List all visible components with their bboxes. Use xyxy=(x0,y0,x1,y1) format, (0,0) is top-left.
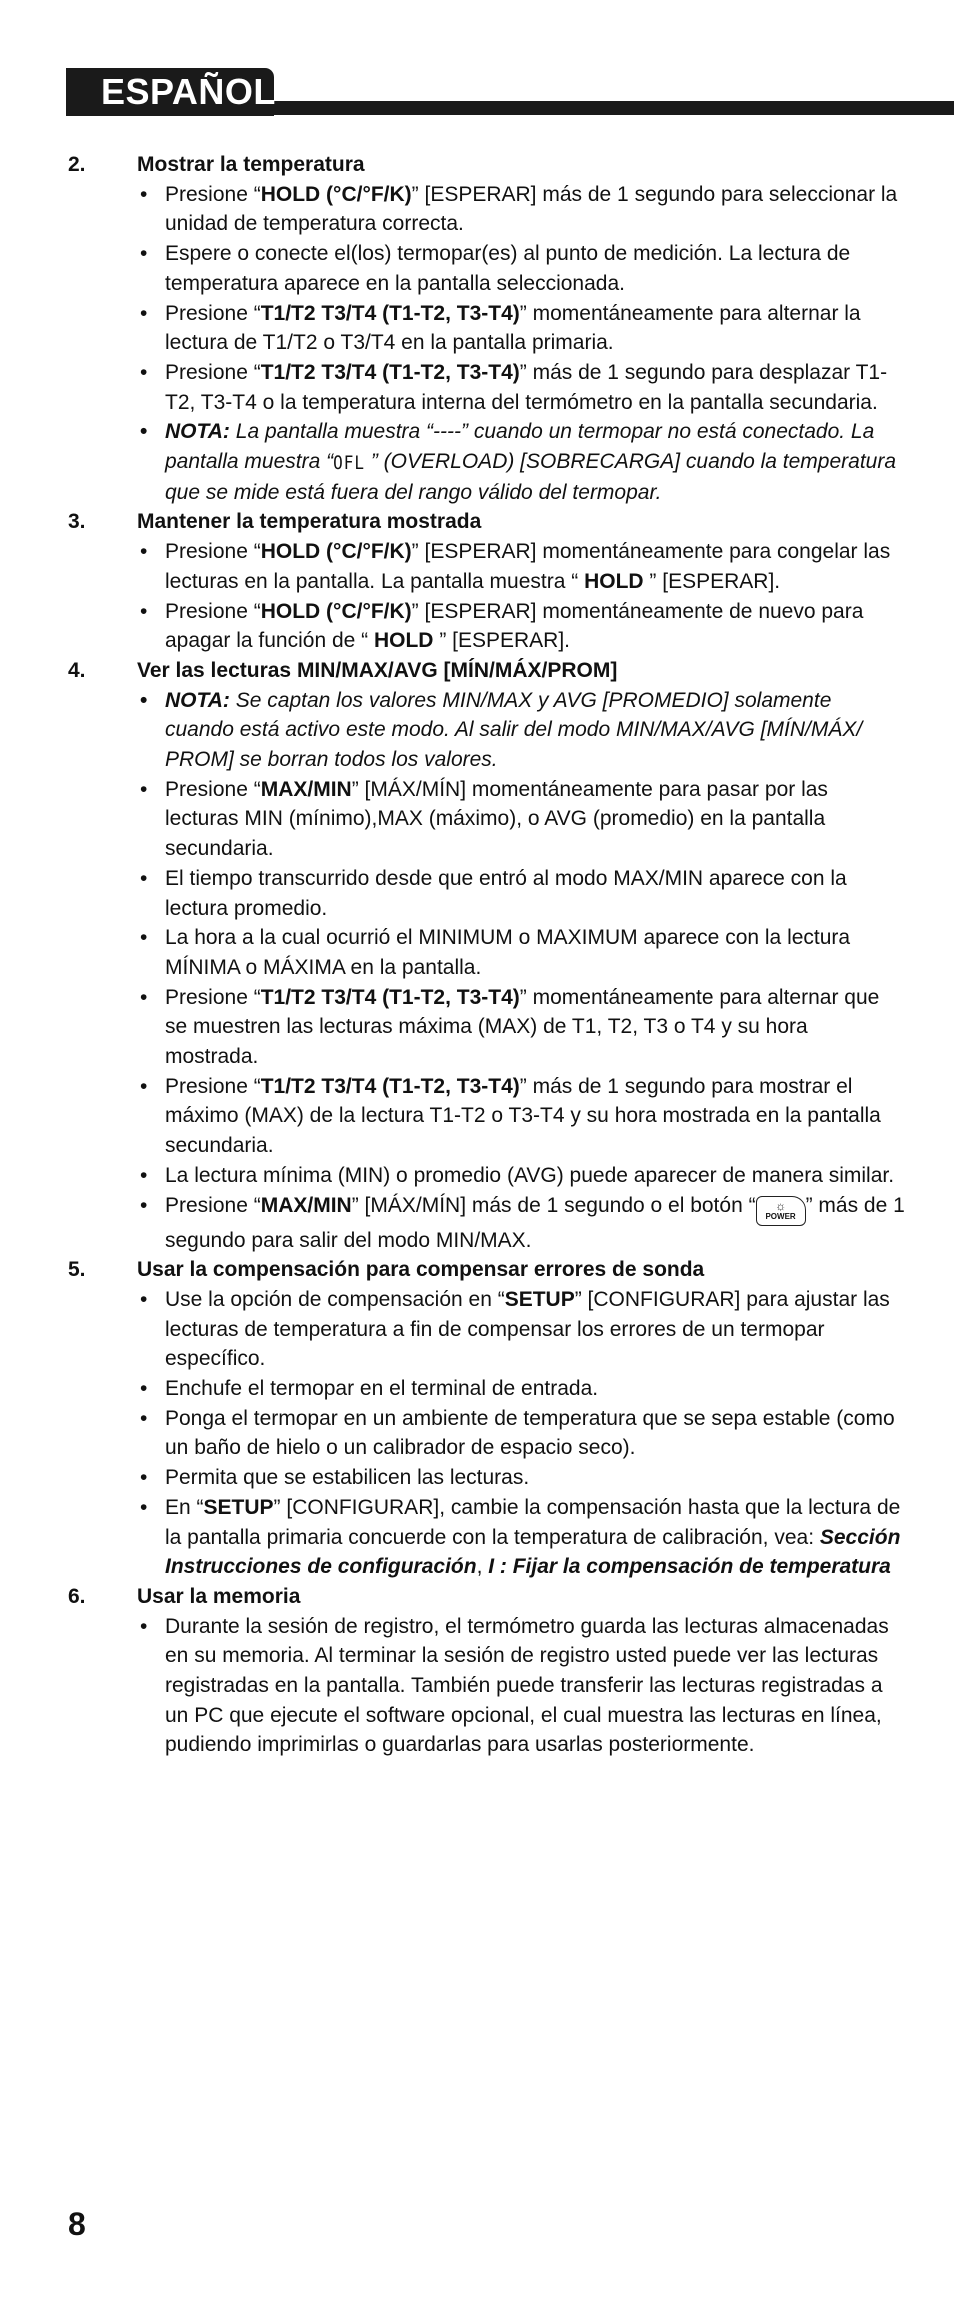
list-item: • Use la opción de compensación en “SETUP” [CONFIGURAR] para ajustar las lecturas de temperatura a fin de compensar los errores de un termopar específico. xyxy=(0,1285,954,1374)
section-title: Mantener la temperatura mostrada xyxy=(137,510,482,534)
list-item: • Espere o conecte el(los) termopar(es) al punto de medición. La lectura de temperatura aparece en la pantalla seleccionada. xyxy=(0,239,954,298)
list-item: • En “SETUP” [CONFIGURAR], cambie la compensación hasta que la lectura de la pantalla primaria concuerde con la temperatura de calibración, vea: Sección Instrucciones de configuración, I : Fijar la compensación de temperatura xyxy=(0,1493,954,1582)
section-title: Usar la memoria xyxy=(137,1584,301,1608)
list-item: • Presione “HOLD (°C/°F/K)” [ESPERAR] más de 1 segundo para seleccionar la unidad de temperatura correcta. xyxy=(0,180,954,239)
page-number: 8 xyxy=(68,2206,86,2242)
section-heading xyxy=(0,1582,954,1612)
list-item: • Presione “MAX/MIN” [MÁX/MÍN] más de 1 segundo o el botón “ ☼ POWER ” más de 1 segundo para salir del modo MIN/MAX. xyxy=(0,1191,954,1256)
bullet-list xyxy=(0,537,954,656)
section-title: Usar la compensación para compensar errores de sonda xyxy=(137,1258,705,1282)
list-item: • Presione “MAX/MIN” [MÁX/MÍN] momentáneamente para pasar por las lecturas MIN (mínimo),MAX (máximo), o AVG (promedio) en la pantalla secundaria. xyxy=(0,775,954,864)
list-item: • Presione “HOLD (°C/°F/K)” [ESPERAR] momentáneamente de nuevo para apagar la función de “ HOLD ” [ESPERAR]. xyxy=(0,597,954,656)
section-title: Mostrar la temperatura xyxy=(137,153,365,176)
list-item: • Durante la sesión de registro, el termómetro guarda las lecturas almacenadas en su memoria. Al terminar la sesión de registro usted puede ver las lecturas registradas en la pantalla. También puede transferir las lecturas registradas a un PC que ejecute el software opcional, el cual muestra las lecturas en línea, pudiendo imprimirlas o guardarlas para usarlas posteriormente. xyxy=(0,1612,954,1761)
note-item: • NOTA: La pantalla muestra “----” cuando un termopar no está conectado. La pantalla muestra “OFL ” (OVERLOAD) [SOBRECARGA] cuando la temperatura que se mide está fuera del rango válido del termopar. xyxy=(0,417,954,507)
list-item: • Presione “T1/T2 T3/T4 (T1-T2, T3-T4)” más de 1 segundo para mostrar el máximo (MAX) de la lectura T1-T2 o T3-T4 y su hora mostrada en la pantalla secundaria. xyxy=(0,1072,954,1161)
instructions-body xyxy=(0,150,954,1760)
section-number: 5. xyxy=(68,1258,86,1282)
section-heading xyxy=(0,656,954,686)
bullet-list xyxy=(0,1285,954,1582)
section-heading xyxy=(0,507,954,537)
list-item: • Presione “T1/T2 T3/T4 (T1-T2, T3-T4)” momentáneamente para alternar la lectura de T1/T2 o T3/T4 en la pantalla primaria. xyxy=(0,299,954,358)
section-title: Ver las lecturas MIN/MAX/AVG [MÍN/MÁX/PROM] xyxy=(137,658,618,682)
list-item: • Presione “T1/T2 T3/T4 (T1-T2, T3-T4)” más de 1 segundo para desplazar T1-T2, T3-T4 o la temperatura interna del termómetro en la pantalla secundaria. xyxy=(0,358,954,417)
section-number: 2. xyxy=(68,153,86,176)
list-item: • El tiempo transcurrido desde que entró al modo MAX/MIN aparece con la lectura promedio. xyxy=(0,864,954,923)
note-item: • NOTA: Se captan los valores MIN/MAX y AVG [PROMEDIO] solamente cuando está activo este modo. Al salir del modo MIN/MAX/AVG [MÍN/MÁX/ PROM] se borran todos los valores. xyxy=(0,686,954,775)
bullet-list xyxy=(0,686,954,1256)
bullet-list xyxy=(0,1612,954,1761)
list-item: • Permita que se estabilicen las lecturas. xyxy=(0,1463,954,1493)
list-item: • La lectura mínima (MIN) o promedio (AVG) puede aparecer de manera similar. xyxy=(0,1161,954,1191)
list-item: • Presione “HOLD (°C/°F/K)” [ESPERAR] momentáneamente para congelar las lecturas en la pantalla. La pantalla muestra “ HOLD ” [ESPERAR]. xyxy=(0,537,954,596)
section-min-max-avg xyxy=(0,656,954,1255)
cross-reference: Sección Instrucciones de configuración xyxy=(165,1525,901,1579)
section-number: 4. xyxy=(68,658,86,682)
list-item: • Enchufe el termopar en el terminal de entrada. xyxy=(0,1374,954,1404)
section-heading xyxy=(0,150,954,180)
lcd-ofl-glyph: OFL xyxy=(333,451,365,474)
section-heading xyxy=(0,1255,954,1285)
list-item: • Ponga el termopar en un ambiente de temperatura que se sepa estable (como un baño de hielo o un calibrador de espacio seco). xyxy=(0,1404,954,1463)
section-memory xyxy=(0,1582,954,1760)
list-item: • La hora a la cual ocurrió el MINIMUM o MAXIMUM aparece con la lectura MÍNIMA o MÁXIMA en la pantalla. xyxy=(0,923,954,982)
section-number: 3. xyxy=(68,510,86,534)
section-hold-temperature xyxy=(0,507,954,656)
power-button-icon: ☼ POWER xyxy=(756,1196,806,1226)
section-number: 6. xyxy=(68,1584,86,1608)
section-probe-offset xyxy=(0,1255,954,1582)
list-item: • Presione “T1/T2 T3/T4 (T1-T2, T3-T4)” momentáneamente para alternar que se muestren las lecturas máxima (MAX) de T1, T2, T3 o T4 y su hora mostrada. xyxy=(0,983,954,1072)
language-header: ESPAÑOL xyxy=(66,68,274,116)
bullet-list xyxy=(0,180,954,508)
section-display-temperature xyxy=(0,150,954,507)
cross-reference: I : Fijar la compensación de temperatura xyxy=(488,1555,891,1579)
